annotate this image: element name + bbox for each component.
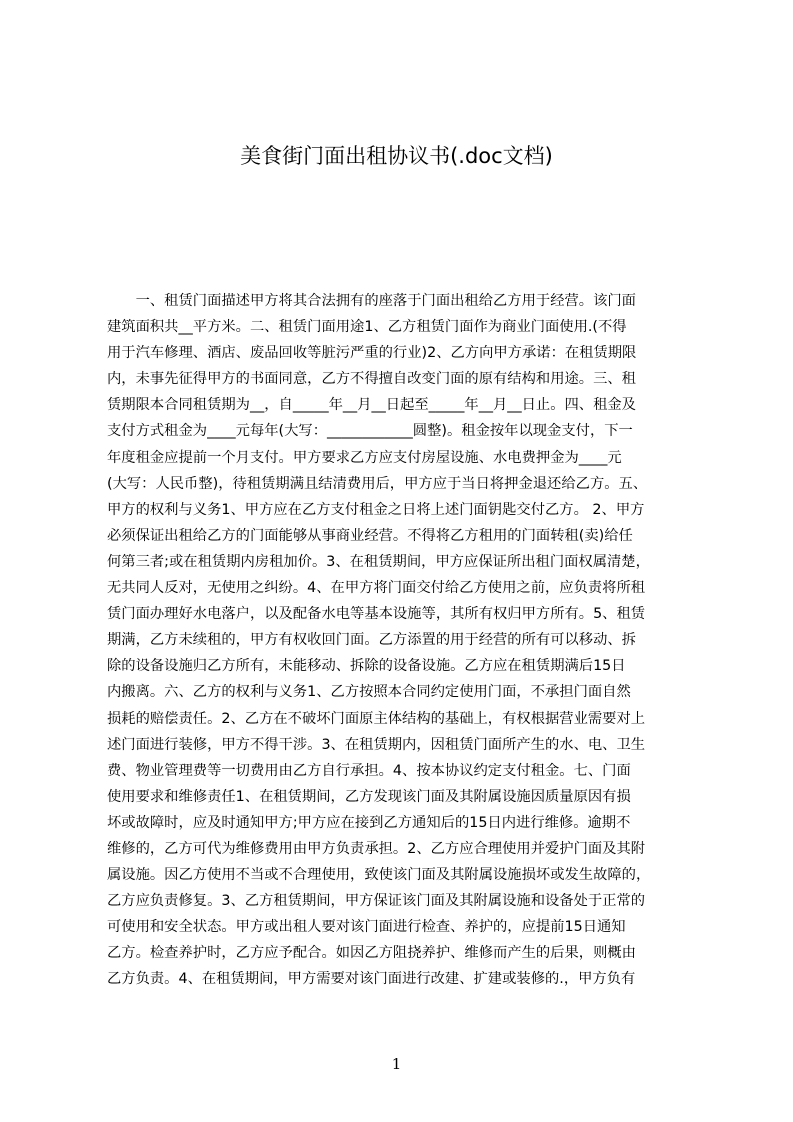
body-line: 乙方。检查养护时，乙方应予配合。如因乙方阻挠养护、维修而产生的后果，则概由	[107, 945, 636, 962]
body-line: 何第三者;或在租赁期内房租加价。3、在租赁期间，甲方应保证所出租门面权属清楚，	[107, 553, 650, 570]
body-line: 一、租赁门面描述甲方将其合法拥有的座落于门面出租给乙方用于经营。该门面	[107, 293, 636, 309]
body-line: 乙方应负责修复。3、乙方租赁期间，甲方保证该门面及其附属设施和设备处于正常的	[107, 893, 646, 910]
body-line: 属设施。因乙方使用不当或不合理使用，致使该门面及其附属设施损坏或发生故障的，	[107, 867, 651, 884]
page-number: 1	[391, 1055, 402, 1073]
body-line: 赁期限本合同租赁期为__，自_____年__月__日起至_____年__月__日止。四、租金及	[107, 397, 636, 414]
body-line: 使用要求和维修责任1、在租赁期间，乙方发现该门面及其附属设施因质量原因有损	[107, 788, 631, 805]
body-line: 用于汽车修理、酒店、废品回收等脏污严重的行业)2、乙方向甲方承诺：在租赁期限	[107, 345, 637, 362]
body-line: 内，未事先征得甲方的书面同意，乙方不得擅自改变门面的原有结构和用途。三、租	[107, 371, 636, 388]
document-title: 美食街门面出租协议书(.doc文档)	[240, 144, 553, 168]
body-line: 坏或故障时，应及时通知甲方;甲方应在接到乙方通知后的15日内进行维修。逾期不	[107, 814, 631, 831]
body-line: 无共同人反对，无使用之纠纷。4、在甲方将门面交付给乙方使用之前，应负责将所租	[107, 580, 646, 597]
body-line: 建筑面积共__平方米。二、租赁门面用途1、乙方租赁门面作为商业门面使用.(不得	[107, 319, 627, 336]
document-body	[107, 288, 697, 1028]
body-line: 年度租金应提前一个月支付。甲方要求乙方应支付房屋设施、水电费押金为____元	[107, 449, 622, 466]
body-line: 乙方负责。4、在租赁期间，甲方需要对该门面进行改建、扩建或装修的.，甲方负有	[107, 971, 636, 988]
body-line: (大写：人民币整)，待租赁期满且结清费用后，甲方应于当日将押金退还给乙方。五、	[107, 475, 648, 492]
body-line: 甲方的权利与义务1、甲方应在乙方支付租金之日将上述门面钥匙交付乙方。 2、甲方	[107, 501, 645, 518]
body-line: 维修的，乙方可代为维修费用由甲方负责承担。2、乙方应合理使用并爱护门面及其附	[107, 840, 646, 857]
body-line: 赁门面办理好水电落户，以及配备水电等基本设施等，其所有权归甲方所有。5、租赁	[107, 606, 646, 623]
body-line: 损耗的赔偿责任。2、乙方在不破坏门面原主体结构的基础上，有权根据营业需要对上	[107, 710, 646, 727]
body-line: 期满，乙方未续租的，甲方有权收回门面。乙方添置的用于经营的所有可以移动、拆	[107, 632, 636, 649]
body-line: 内搬离。六、乙方的权利与义务1、乙方按照本合同约定使用门面，不承担门面自然	[107, 684, 631, 701]
body-line: 可使用和安全状态。甲方或出租人要对该门面进行检查、养护的，应提前15日通知	[107, 919, 626, 936]
body-line: 述门面进行装修，甲方不得干涉。3、在租赁期内，因租赁门面所产生的水、电、卫生	[107, 736, 646, 753]
body-line: 支付方式租金为____元每年(大写：____________圆整)。租金按年以现金支付，下一	[107, 423, 633, 440]
body-line: 费、物业管理费等一切费用由乙方自行承担。4、按本协议约定支付租金。七、门面	[107, 762, 631, 779]
body-line: 必须保证出租给乙方的门面能够从事商业经营。不得将乙方租用的门面转租(卖)给任	[107, 527, 633, 544]
body-line: 除的设备设施归乙方所有，未能移动、拆除的设备设施。乙方应在租赁期满后15日	[107, 658, 626, 675]
